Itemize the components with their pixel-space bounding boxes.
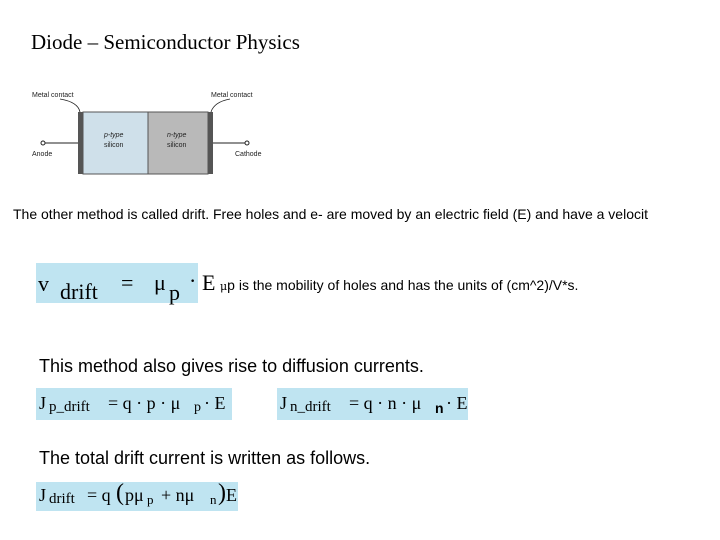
metal-contact-right [208,112,213,174]
page-title: Diode – Semiconductor Physics [31,30,300,54]
eq-v: v [38,271,49,296]
drift-intro-text: The other method is called drift. Free holes and e- are moved by an electric field (E) and have a velocit [13,206,648,222]
eq-jp-body: = q · p · μ [108,393,181,413]
p-type-label: p-type [104,132,124,139]
cathode-label: Cathode [235,151,262,158]
jp-drift-equation [36,388,232,420]
cathode-terminal [245,141,249,145]
mobility-note [220,277,578,293]
eq-j: J [39,485,47,505]
mobility-text: p is the mobility of holes and has the units of (cm^2)/V*s. [227,277,579,293]
eq-jn-mu-subscript: n [435,400,444,416]
metal-contact-left [78,112,83,174]
eq-jp-tail: · E [204,393,226,413]
eq-p-subscript: p [169,280,180,305]
pn-junction-diagram [30,82,280,182]
eq-n-sub: n [210,492,217,507]
eq-dot: · [189,268,197,293]
eq-j: J [280,393,288,413]
v-drift-equation [36,263,216,305]
n-silicon-label: silicon [167,142,187,149]
eq-drift-subscript: drift [60,279,98,304]
n-type-label: n-type [167,132,187,139]
eq-equals: = [121,270,134,295]
eq-jn-subscript: n_drift [290,399,331,415]
eq-j-body: = q [87,485,111,505]
jn-drift-equation [277,388,468,420]
eq-jp-subscript: p_drift [49,399,90,415]
eq-p-sub: p [147,492,154,507]
eq-mu: μ [154,270,166,295]
mobility-mu: μ [220,280,228,293]
eq-j-subscript: drift [49,491,75,507]
anode-label: Anode [32,151,53,158]
eq-left-paren: ( [116,480,124,506]
eq-jn-body: = q · n · μ [349,393,422,413]
eq-e: E [202,270,216,295]
eq-right-paren: ) [218,480,226,506]
eq-jp-mu-subscript: p [194,400,201,415]
eq-n-mu: + nμ [161,485,195,505]
total-drift-text: The total drift current is written as follows. [39,448,371,468]
eq-j: J [39,393,47,413]
eq-jn-tail: · E [446,393,468,413]
eq-e: E [226,485,237,505]
anode-terminal [41,141,45,145]
p-silicon-label: silicon [104,142,124,149]
metal-contact-right-label: Metal contact [211,92,253,99]
eq-p-mu: pμ [125,485,144,505]
j-drift-equation [36,482,238,511]
metal-contact-left-label: Metal contact [32,92,74,99]
diffusion-text: This method also gives rise to diffusion currents. [39,356,424,376]
